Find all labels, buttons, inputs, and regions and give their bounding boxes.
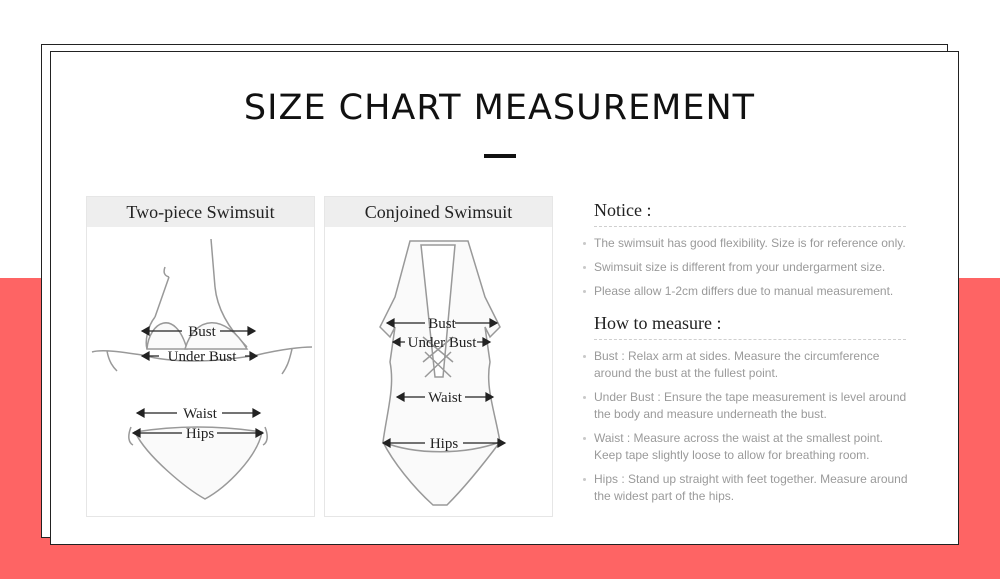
label-bust: Bust xyxy=(188,324,216,340)
two-piece-panel xyxy=(86,196,315,517)
title-underline xyxy=(484,154,516,158)
label-bust: Bust xyxy=(428,316,456,332)
two-piece-swimsuit-illustration xyxy=(87,227,314,517)
conjoined-heading: Conjoined Swimsuit xyxy=(325,197,552,227)
notice-heading: Notice : xyxy=(594,200,906,227)
conjoined-panel xyxy=(324,196,553,517)
label-waist: Waist xyxy=(428,390,462,406)
label-under-bust: Under Bust xyxy=(167,349,237,365)
label-waist: Waist xyxy=(183,406,217,422)
list-item: Waist : Measure across the waist at the smallest point. Keep tape slightly loose to allow for breathing room. xyxy=(583,430,913,464)
how-to-measure-heading: How to measure : xyxy=(594,313,906,340)
list-item: Please allow 1-2cm differs due to manual measurement. xyxy=(583,283,913,300)
list-item: Bust : Relax arm at sides. Measure the circumference around the bust at the fullest point. xyxy=(583,348,913,382)
list-item: Swimsuit size is different from your undergarment size. xyxy=(583,259,913,276)
how-to-list xyxy=(583,348,913,505)
conjoined-swimsuit-illustration xyxy=(325,227,552,517)
two-piece-heading: Two-piece Swimsuit xyxy=(87,197,314,227)
notice-list xyxy=(583,235,913,300)
list-item: Hips : Stand up straight with feet together. Measure around the widest part of the hips. xyxy=(583,471,913,505)
list-item: The swimsuit has good flexibility. Size is for reference only. xyxy=(583,235,913,252)
label-under-bust: Under Bust xyxy=(407,335,477,351)
page-title: SIZE CHART MEASUREMENT xyxy=(243,88,756,128)
measurement-notes xyxy=(583,200,913,512)
label-hips: Hips xyxy=(429,436,459,452)
label-hips: Hips xyxy=(185,426,215,442)
list-item: Under Bust : Ensure the tape measurement is level around the body and measure underneath the bust. xyxy=(583,389,913,423)
